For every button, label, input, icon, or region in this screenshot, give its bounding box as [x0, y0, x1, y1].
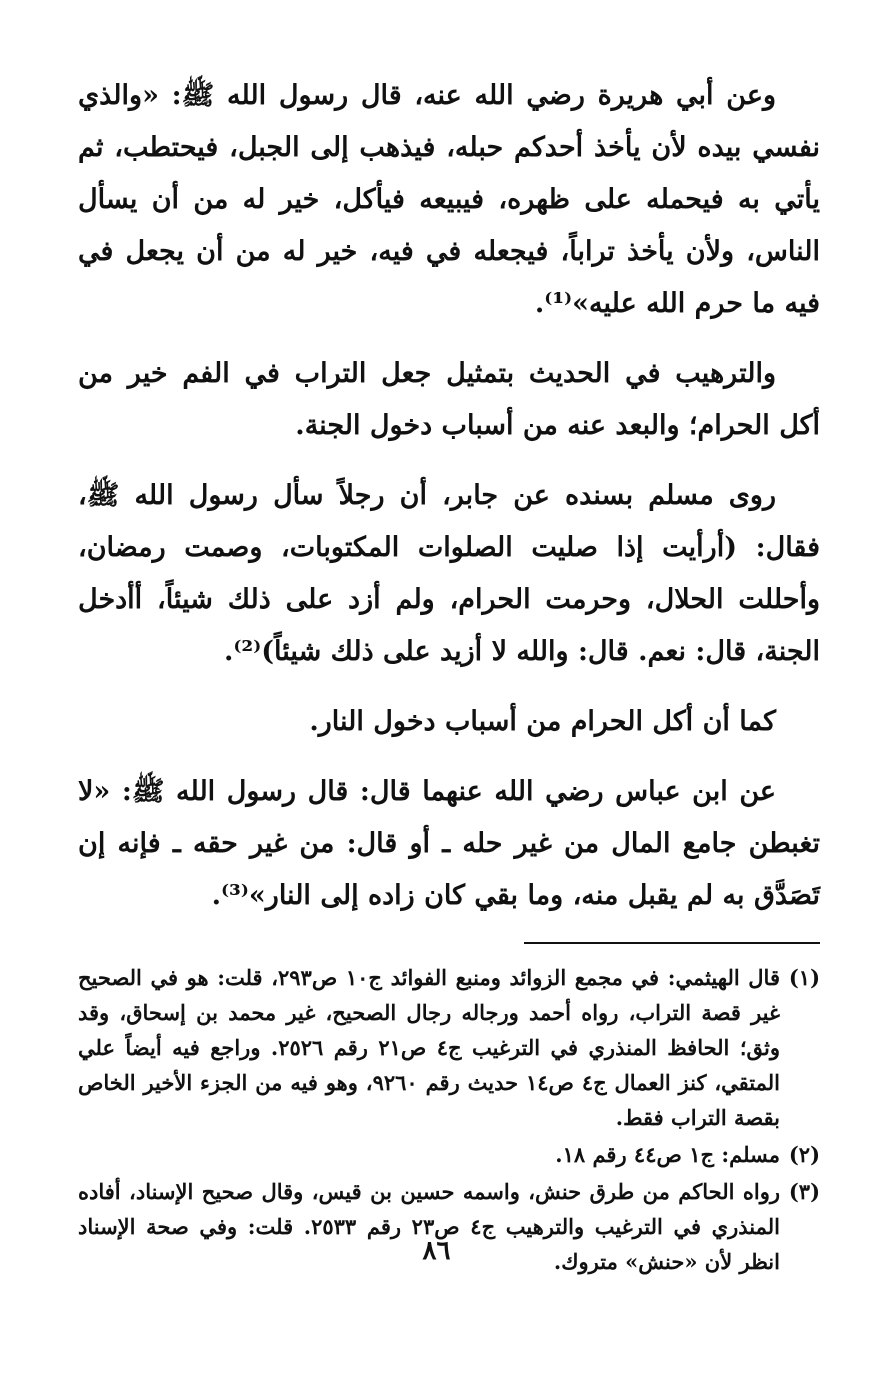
footnote-divider — [524, 942, 820, 944]
footnote-number: (٣) — [788, 1179, 820, 1204]
paragraph-haram-fire: كما أن أكل الحرام من أسباب دخول النار. — [309, 706, 776, 737]
paragraph-ibn-abbas-hadith: عن ابن عباس رضي الله عنهما قال: قال رسول الله ﷺ: «لا تغبطن جامع المال من غير حله ـ أو قال: من غير حقه ـ فإنه إن تَصَدَّق به لم يقبل منه، وما بقي كان زاده إلى النار»⁽³⁾. — [78, 776, 820, 911]
footnote-text: مسلم: ج١ ص٤٤ رقم ١٨. — [555, 1142, 780, 1167]
paragraph-jabir-hadith: روى مسلم بسنده عن جابر، أن رجلاً سأل رسول الله ﷺ، فقال: (أرأيت إذا صليت الصلوات المكتوبات، وصمت رمضان، وأحللت الحلال، وحرمت الحرام، ولم أزد على ذلك شيئاً، أأدخل الجنة، قال: نعم. قال: والله لا أزيد على ذلك شيئاً)⁽²⁾. — [78, 480, 820, 667]
footnote-1 — [78, 960, 820, 1135]
footnote-text: رواه الحاكم من طرق حنش، واسمه حسين بن قيس، وقال صحيح الإسناد، أفاده المنذري في الترغيب والترهيب ج٤ ص٢٣ رقم ٢٥٣٣. قلت: وفي صحة الإسناد انظر لأن «حنش» متروك. — [78, 1179, 780, 1274]
footnote-number: (٢) — [788, 1142, 820, 1167]
footnote-number: (١) — [788, 965, 820, 990]
paragraph-abu-hurayra-hadith: وعن أبي هريرة رضي الله عنه، قال رسول الله ﷺ: «والذي نفسي بيده لأن يأخذ أحدكم حبله، فيذهب إلى الجبل، فيحتطب، ثم يأتي به فيحمله على ظهره، فيبيعه فيأكل، خير له من أن يسأل الناس، ولأن يأخذ تراباً، فيجعله في فيه، خير له من أن يجعل في فيه ما حرم الله عليه»⁽¹⁾. — [78, 80, 820, 319]
page-number: ٨٦ — [422, 1236, 451, 1266]
page-body — [78, 70, 820, 1281]
footnote-text: قال الهيثمي: في مجمع الزوائد ومنبع الفوائد ج١٠ ص٢٩٣، قلت: هو في الصحيح غير قصة التراب، رواه أحمد ورجاله رجال الصحيح، غير محمد بن إسحاق، وقد وثق؛ الحافظ المنذري في الترغيب ج٤ ص٢١ رقم ٢٥٢٦. وراجع فيه أيضاً علي المتقي، كنز العمال ج٤ ص١٤ حديث رقم ٩٢٦٠، وهو فيه من الجزء الأخير الخاص بقصة التراب فقط. — [78, 965, 780, 1130]
footnote-2 — [78, 1137, 820, 1172]
paragraph-tarhib-commentary: والترهيب في الحديث بتمثيل جعل التراب في الفم خير من أكل الحرام؛ والبعد عنه من أسباب دخول الجنة. — [78, 358, 820, 441]
